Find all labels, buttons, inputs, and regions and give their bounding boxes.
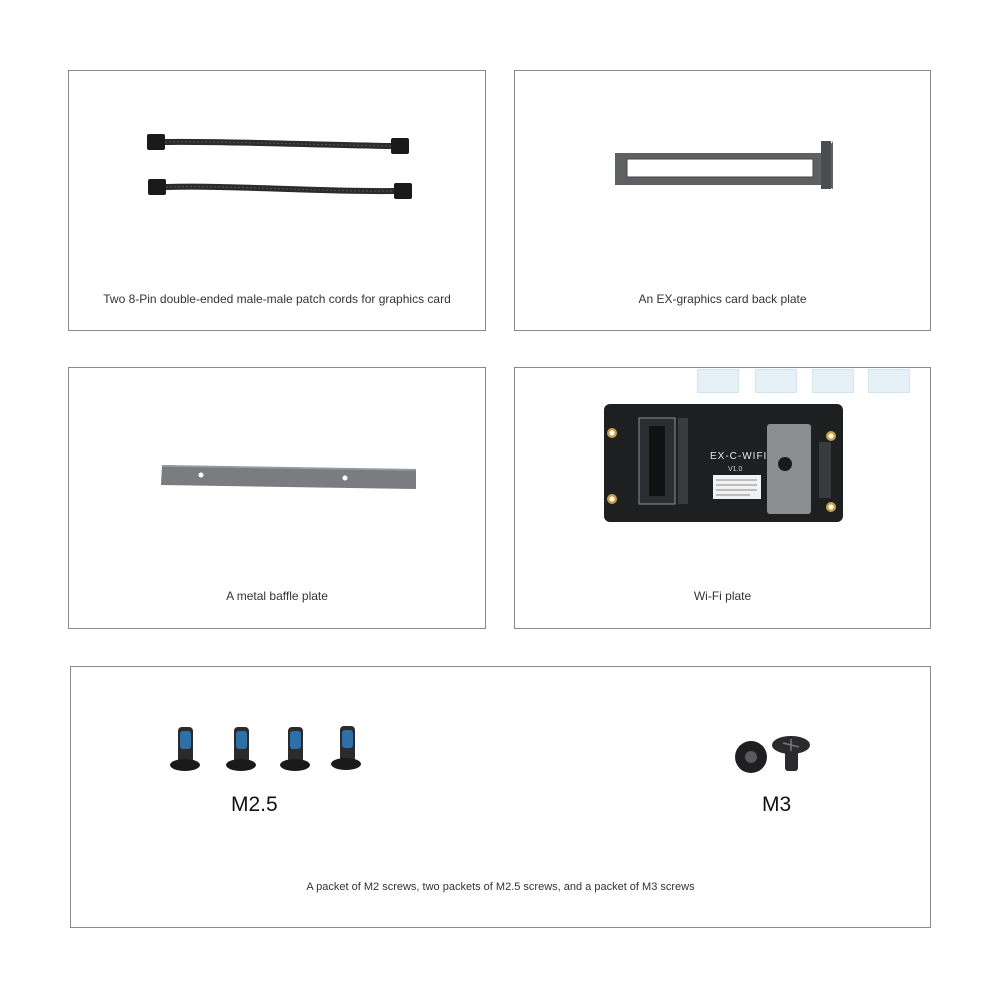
label-m3: M3: [762, 793, 792, 816]
wifi-board-version: V1.0: [728, 466, 743, 473]
panel-wifi-plate: [514, 367, 931, 629]
wifi-board-label: EX-C-WIFI: [710, 451, 768, 462]
caption-back-plate: An EX-graphics card back plate: [638, 292, 807, 306]
label-m25: M2.5: [231, 793, 278, 816]
panel-baffle-plate: [68, 367, 486, 629]
caption-patch-cords: Two 8-Pin double-ended male-male patch cords for graphics card: [103, 292, 451, 306]
panel-back-plate: [514, 70, 931, 331]
panel-patch-cords: [68, 70, 486, 331]
caption-wifi-plate: Wi-Fi plate: [693, 589, 752, 603]
caption-baffle-plate: A metal baffle plate: [226, 589, 328, 603]
caption-screws: A packet of M2 screws, two packets of M2.5 screws, and a packet of M3 screws: [306, 881, 695, 893]
panel-screws: [70, 666, 931, 928]
